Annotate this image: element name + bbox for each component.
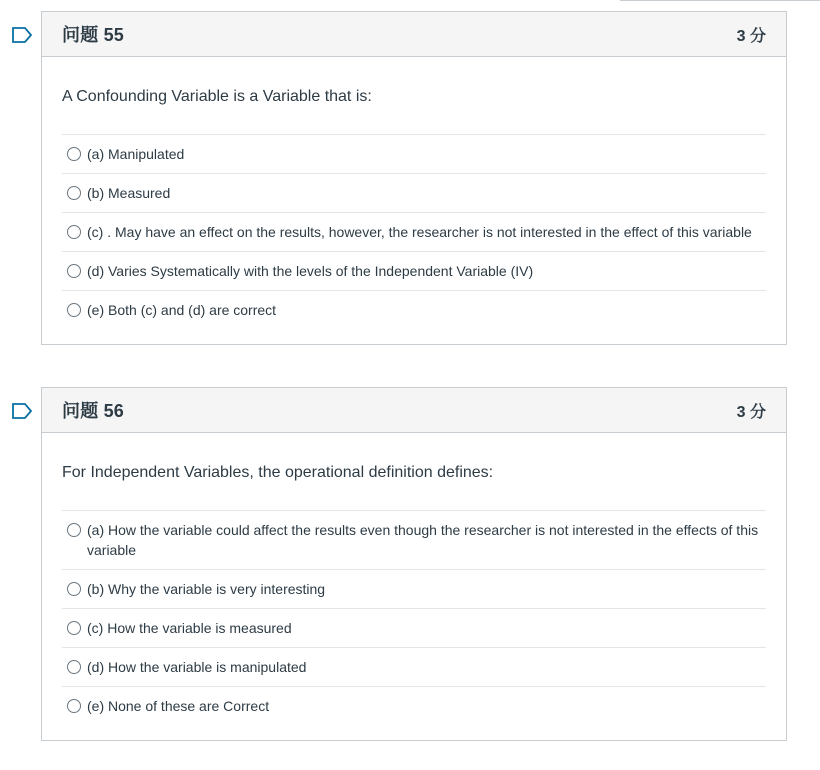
answer-option[interactable] [62, 135, 766, 174]
radio-button[interactable] [67, 660, 81, 674]
answer-option[interactable] [62, 609, 766, 648]
radio-button[interactable] [67, 303, 81, 317]
answer-list [62, 134, 766, 329]
answer-option[interactable] [62, 511, 766, 570]
question-56 [41, 387, 787, 741]
flag-question-icon[interactable] [12, 403, 33, 419]
answer-label[interactable]: (a) How the variable could affect the results even though the researcher is not interested in the effects of this variable [87, 522, 759, 558]
answer-label[interactable]: (c) . May have an effect on the results, however, the researcher is not interested in the effect of this variable [87, 224, 752, 240]
radio-button[interactable] [67, 147, 81, 161]
radio-button[interactable] [67, 699, 81, 713]
answer-option[interactable] [62, 252, 766, 291]
question-header [42, 12, 786, 57]
question-title: 问题 56 [62, 401, 125, 421]
question-55 [41, 11, 787, 345]
answer-option[interactable] [62, 570, 766, 609]
answer-label[interactable]: (b) Measured [87, 185, 171, 201]
question-points: 3 分 [736, 403, 766, 421]
answer-option[interactable] [62, 291, 766, 329]
answer-option[interactable] [62, 174, 766, 213]
answer-label[interactable]: (d) Varies Systematically with the levels of the Independent Variable (IV) [87, 263, 534, 279]
question-header [42, 388, 786, 433]
radio-button[interactable] [67, 582, 81, 596]
answer-label[interactable]: (e) Both (c) and (d) are correct [87, 302, 277, 318]
radio-button[interactable] [67, 264, 81, 278]
answer-label[interactable]: (b) Why the variable is very interesting [87, 581, 326, 597]
answer-option[interactable] [62, 687, 766, 725]
answer-list [62, 510, 766, 725]
radio-button[interactable] [67, 621, 81, 635]
answer-option[interactable] [62, 213, 766, 252]
question-text: A Confounding Variable is a Variable that is: [62, 88, 372, 105]
answer-label[interactable]: (d) How the variable is manipulated [87, 659, 307, 675]
question-points: 3 分 [736, 27, 766, 45]
answer-label[interactable]: (c) How the variable is measured [87, 620, 292, 636]
flag-question-icon[interactable] [12, 27, 33, 43]
answer-label[interactable]: (a) Manipulated [87, 146, 185, 162]
question-text: For Independent Variables, the operational definition defines: [62, 464, 494, 481]
answer-option[interactable] [62, 648, 766, 687]
radio-button[interactable] [67, 225, 81, 239]
answer-label[interactable]: (e) None of these are Correct [87, 698, 270, 714]
question-title: 问题 55 [62, 25, 125, 45]
radio-button[interactable] [67, 523, 81, 537]
radio-button[interactable] [67, 186, 81, 200]
top-divider [620, 0, 820, 1]
